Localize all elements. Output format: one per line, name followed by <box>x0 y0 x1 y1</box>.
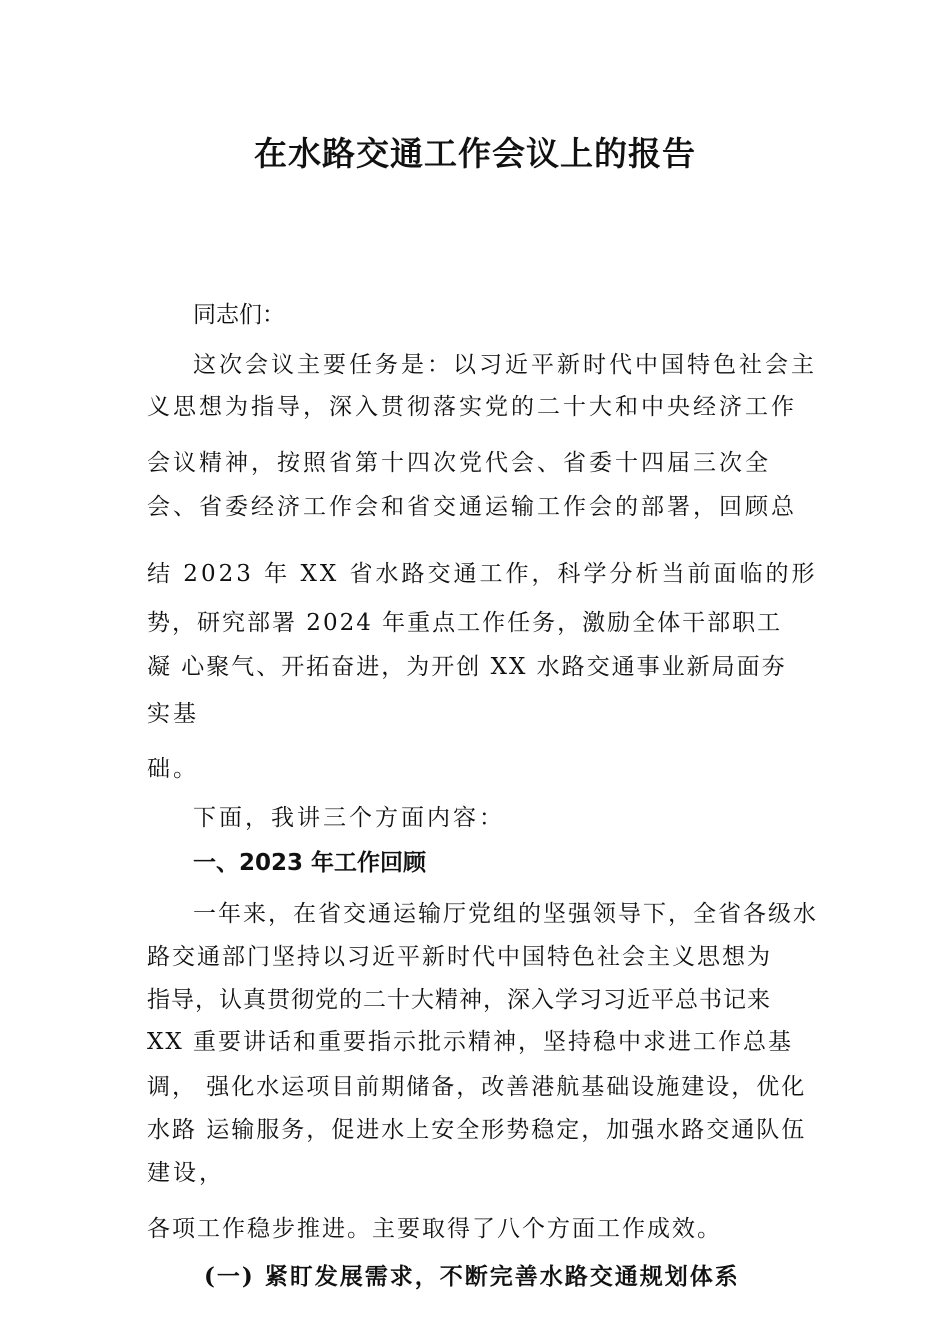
salutation: 同志们： <box>193 302 285 328</box>
paragraph-line: 各项工作稳步推进。主要取得了八个方面工作成效。 <box>147 1216 722 1242</box>
paragraph-line: 会议精神，按照省第十四次党代会、省委十四届三次全 <box>147 450 771 476</box>
paragraph-line: 这次会议主要任务是：以习近平新时代中国特色社会主 <box>193 352 817 378</box>
paragraph-line: 路交通部门坚持以习近平新时代中国特色社会主义思想为 <box>147 944 772 970</box>
paragraph-line: 实基 <box>147 701 199 727</box>
paragraph-line: 一年来，在省交通运输厅党组的坚强领导下，全省各级水 <box>193 901 818 927</box>
section-heading: 一、2023 年工作回顾 <box>193 850 427 876</box>
subsection-heading: (一) 紧盯发展需求，不断完善水路交通规划体系 <box>204 1263 740 1290</box>
document-title: 在水路交通工作会议上的报告 <box>254 134 696 173</box>
paragraph-line: 指导，认真贯彻党的二十大精神，深入学习习近平总书记来 <box>147 987 771 1013</box>
paragraph-line: 建设， <box>147 1160 225 1186</box>
paragraph-line: 凝 心聚气、开拓奋进，为开创 XX 水路交通事业新局面夯 <box>147 654 787 680</box>
paragraph-line: 义思想为指导，深入贯彻落实党的二十大和中央经济工作 <box>147 394 797 420</box>
paragraph-line: XX 重要讲话和重要指示批示精神，坚持稳中求进工作总基 <box>147 1029 794 1055</box>
paragraph-line: 调， 强化水运项目前期储备，改善港航基础设施建设，优化 <box>147 1074 807 1100</box>
paragraph-line: 会、省委经济工作会和省交通运输工作会的部署，回顾总 <box>147 494 797 520</box>
paragraph-line: 下面，我讲三个方面内容： <box>193 805 505 831</box>
paragraph-line: 水路 运输服务，促进水上安全形势稳定，加强水路交通队伍 <box>147 1117 807 1143</box>
paragraph-line: 结 2023 年 XX 省水路交通工作，科学分析当前面临的形 <box>147 561 818 587</box>
paragraph-line: 础。 <box>147 756 199 782</box>
paragraph-line: 势，研究部署 2024 年重点工作任务，激励全体干部职工 <box>147 610 783 636</box>
